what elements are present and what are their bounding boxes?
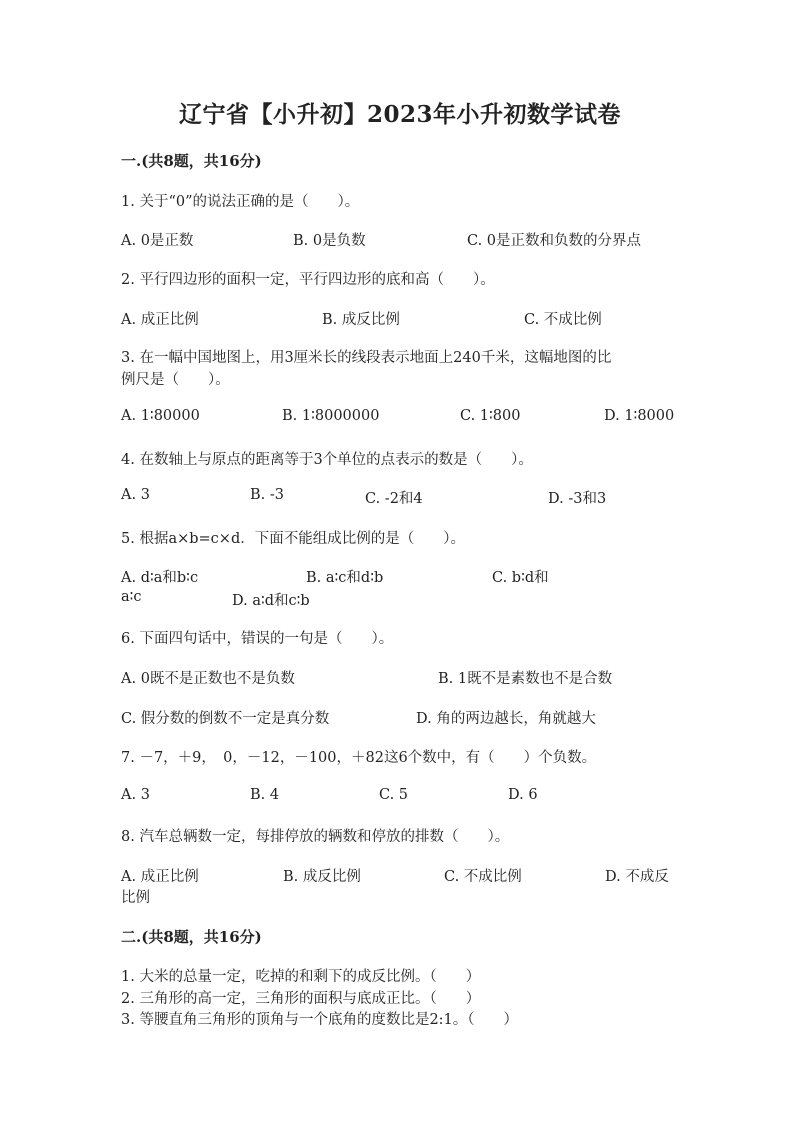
question-1-stem: 1. 关于“0”的说法正确的是（ ）。 xyxy=(121,194,360,210)
question-7-option-d: D. 6 xyxy=(508,787,538,803)
question-4-option-b: B. -3 xyxy=(250,487,284,503)
question-7-option-a: A. 3 xyxy=(121,787,150,803)
question-8-stem: 8. 汽车总辆数一定，每排停放的辆数和停放的排数（ ）。 xyxy=(121,829,510,845)
question-5-option-c-line-1: C. b∶d和 xyxy=(492,570,549,586)
question-6-option-b: B. 1既不是素数也不是合数 xyxy=(438,671,613,687)
question-6-option-a: A. 0既不是正数也不是负数 xyxy=(121,671,295,687)
question-4-option-a: A. 3 xyxy=(121,487,150,503)
question-3-option-b: B. 1∶8000000 xyxy=(282,408,380,424)
judgement-question-2: 2. 三角形的高一定，三角形的面积与底成正比。（ ） xyxy=(121,991,481,1007)
section-1-heading: 一.(共8题，共16分) xyxy=(121,152,262,170)
question-2-stem: 2. 平行四边形的面积一定，平行四边形的底和高（ ）。 xyxy=(121,272,495,288)
question-1-option-b: B. 0是负数 xyxy=(293,233,366,249)
question-8-option-d-line-2: 比例 xyxy=(121,890,150,906)
question-3-option-d: D. 1∶8000 xyxy=(604,408,675,424)
question-4-option-c: C. -2和4 xyxy=(365,491,423,507)
question-7-option-b: B. 4 xyxy=(250,787,280,803)
question-7-stem: 7. －7，＋9， 0，－12，－100，＋82这6个数中，有（ ）个负数。 xyxy=(121,750,597,766)
question-4-stem: 4. 在数轴上与原点的距离等于3个单位的点表示的数是（ ）。 xyxy=(121,452,533,468)
question-8-option-c: C. 不成比例 xyxy=(444,869,522,885)
section-2-heading: 二.(共8题，共16分) xyxy=(121,928,262,946)
question-2-option-a: A. 成正比例 xyxy=(121,312,199,328)
question-3-option-a: A. 1∶80000 xyxy=(121,408,200,424)
question-6-option-c: C. 假分数的倒数不一定是真分数 xyxy=(121,711,330,727)
question-2-option-c: C. 不成比例 xyxy=(524,312,602,328)
question-5-option-b: B. a∶c和d∶b xyxy=(306,570,384,586)
question-3-stem-line-2: 例尺是（ ）。 xyxy=(121,372,230,388)
question-3-option-c: C. 1∶800 xyxy=(460,408,521,424)
question-5-option-c-line-2: a∶c xyxy=(121,589,142,605)
question-5-option-a: A. d∶a和b∶c xyxy=(121,570,199,586)
question-7-option-c: C. 5 xyxy=(379,787,409,803)
question-8-option-d-line-1: D. 不成反 xyxy=(605,869,669,885)
question-5-stem: 5. 根据a×b=c×d．下面不能组成比例的是（ ）。 xyxy=(121,531,465,547)
question-1-option-a: A. 0是正数 xyxy=(121,233,194,249)
question-8-option-a: A. 成正比例 xyxy=(121,869,199,885)
question-4-option-d: D. -3和3 xyxy=(548,491,607,507)
question-2-option-b: B. 成反比例 xyxy=(322,312,400,328)
question-6-option-d: D. 角的两边越长，角就越大 xyxy=(416,711,596,727)
question-3-stem-line-1: 3. 在一幅中国地图上，用3厘米长的线段表示地面上240千米，这幅地图的比 xyxy=(121,350,612,366)
page-title: 辽宁省【小升初】2023年小升初数学试卷 xyxy=(178,101,621,128)
question-8-option-b: B. 成反比例 xyxy=(283,869,361,885)
question-5-option-d: D. a∶d和c∶b xyxy=(232,593,310,609)
question-6-stem: 6. 下面四句话中，错误的一句是（ ）。 xyxy=(121,631,394,647)
question-1-option-c: C. 0是正数和负数的分界点 xyxy=(467,233,642,249)
judgement-question-1: 1. 大米的总量一定，吃掉的和剩下的成反比例。（ ） xyxy=(121,969,481,985)
judgement-question-3: 3. 等腰直角三角形的顶角与一个底角的度数比是2:1。（ ） xyxy=(121,1012,519,1028)
